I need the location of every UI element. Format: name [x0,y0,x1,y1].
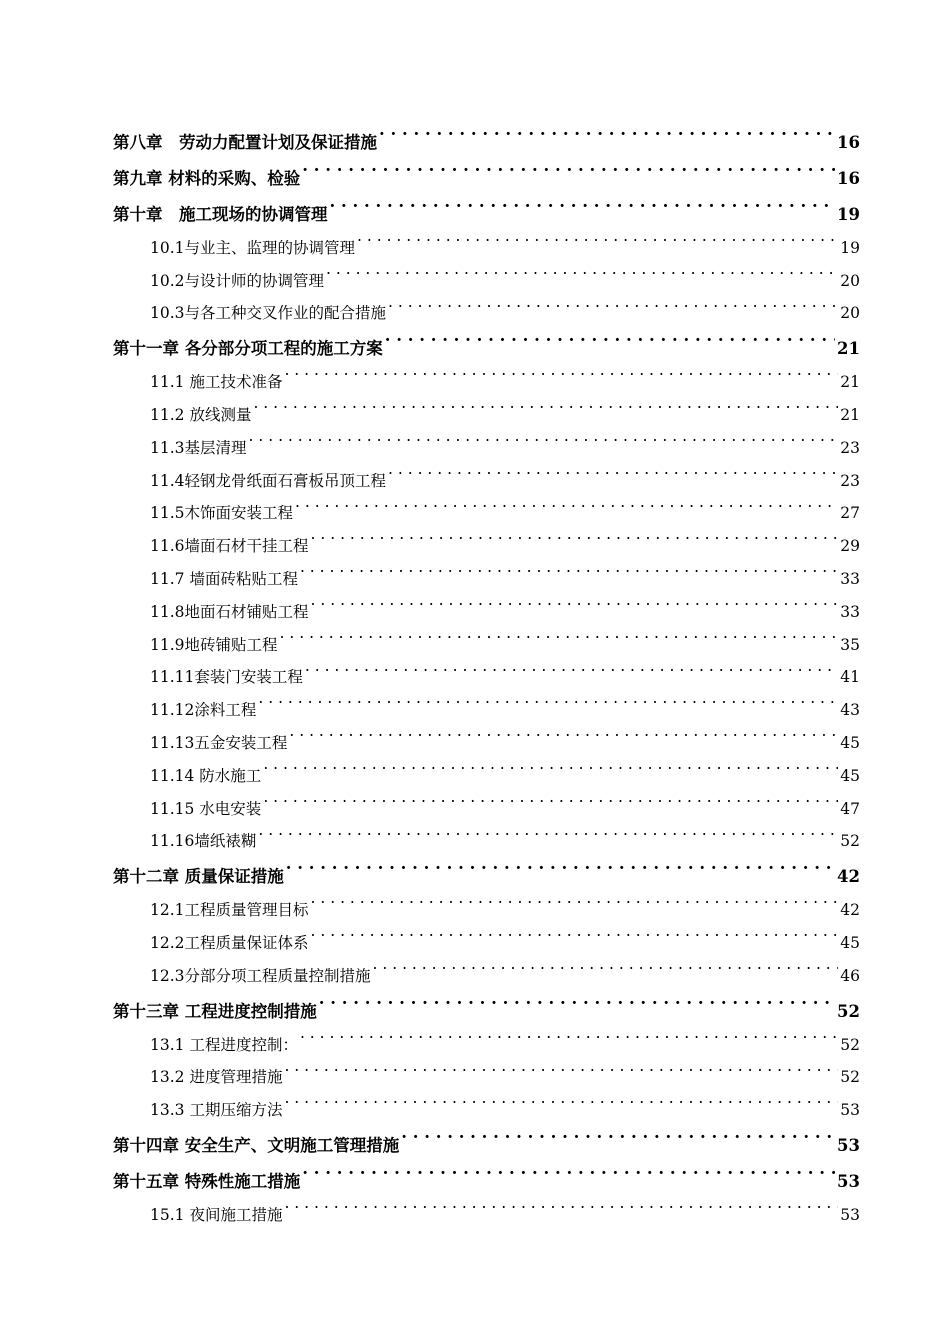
toc-entry-title: 第九章 材料的采购、检验 [113,169,301,188]
toc-dot-leader [302,1151,835,1187]
toc-entry-page-number: 53 [840,1101,860,1120]
toc-entry-page-number: 52 [840,1035,860,1054]
toc-entry-page-number: 52 [840,1068,860,1087]
toc-entry-page-number: 23 [840,471,860,490]
toc-entry-page-number: 42 [840,901,860,920]
toc-entry-page-number: 42 [837,867,860,887]
toc-dot-leader [295,486,838,519]
toc-entry-title: 第十二章 质量保证措施 [113,867,284,887]
toc-entry-title: 11.3基层清理 [150,438,247,457]
toc-entry-title: 10.1与业主、监理的协调管理 [150,238,356,257]
toc-entry-page-number: 33 [840,569,860,588]
toc-entry-title: 11.4轻钢龙骨纸面石膏板吊顶工程 [150,471,387,490]
toc-entry-page-number: 33 [840,602,860,621]
toc-dot-leader [263,781,838,814]
toc-entry-title: 11.14 防水施工 [150,766,262,785]
toc-dot-leader [311,915,839,948]
toc-entry-page-number: 21 [840,405,860,424]
toc-dot-leader [253,387,838,420]
toc-entry-title: 10.2与设计师的协调管理 [150,271,325,290]
toc-entry-title: 12.2工程质量保证体系 [150,933,309,952]
toc-entry-title: 11.11套装门安装工程 [150,668,303,687]
toc-dot-leader [305,650,838,683]
toc-entry-title: 第十一章 各分部分项工程的施工方案 [113,339,383,359]
toc-entry-page-number: 19 [840,238,860,257]
toc-entry-page-number: 53 [840,1205,860,1224]
toc-dot-leader [357,220,838,253]
toc-entry-page-number: 19 [837,205,860,224]
toc-dot-leader [249,420,839,453]
toc-entry-page-number: 47 [840,799,860,818]
toc-chapter-entry[interactable] [113,112,860,152]
toc-dot-leader [388,453,838,486]
toc-entry-page-number: 45 [840,933,860,952]
toc-entry-page-number: 52 [840,832,860,851]
toc-dot-leader [284,354,838,387]
toc-entry-title: 11.6墙面石材干挂工程 [150,537,309,556]
toc-entry-page-number: 45 [840,766,860,785]
toc-dot-leader [300,551,838,584]
toc-dot-leader [302,148,835,184]
toc-entry-page-number: 21 [840,373,860,392]
toc-entry-title: 11.12涂料工程 [150,701,257,720]
toc-entry-title: 12.1工程质量管理目标 [150,901,309,920]
toc-entry-title: 11.8地面石材铺贴工程 [150,602,309,621]
toc-entry-title: 13.2 进度管理措施 [150,1068,283,1087]
toc-dot-leader [319,981,835,1017]
toc-entry-page-number: 41 [840,668,860,687]
toc-dot-leader [286,846,835,882]
toc-entry-title: 13.3 工期压缩方法 [150,1101,283,1120]
toc-dot-leader [284,1187,838,1220]
toc-entry-title: 第十五章 特殊性施工措施 [113,1172,301,1192]
toc-entry-page-number: 53 [837,1136,860,1156]
toc-entry-page-number: 53 [837,1172,860,1192]
toc-dot-leader [289,715,838,748]
toc-dot-leader [326,253,838,286]
toc-dot-leader [284,1082,838,1115]
toc-entry-title: 第八章 劳动力配置计划及保证措施 [113,133,377,152]
toc-dot-leader [330,184,836,220]
toc-dot-leader [258,682,838,715]
toc-entry-title: 11.13五金安装工程 [150,733,288,752]
toc-entry-title: 11.7 墙面砖粘贴工程 [150,569,298,588]
toc-entry-page-number: 16 [837,133,860,152]
toc-dot-leader [311,882,839,915]
table-of-contents [113,112,860,1224]
toc-entry-page-number: 29 [840,537,860,556]
toc-dot-leader [311,518,839,551]
toc-entry-page-number: 21 [837,339,860,359]
toc-entry-title: 15.1 夜间施工措施 [150,1205,283,1224]
toc-dot-leader [385,318,835,354]
toc-entry-page-number: 46 [840,966,860,985]
toc-entry-title: 13.1 工程进度控制： [150,1035,298,1054]
toc-entry-title: 11.2 放线测量 [150,405,252,424]
toc-dot-leader [401,1115,835,1151]
toc-entry-title: 第十三章 工程进度控制措施 [113,1001,317,1021]
toc-dot-leader [373,948,839,981]
toc-entry-page-number: 43 [840,701,860,720]
toc-dot-leader [300,1017,838,1050]
toc-entry-title: 12.3分部分项工程质量控制措施 [150,966,371,985]
toc-entry-title: 第十章 施工现场的协调管理 [113,205,328,224]
toc-entry-page-number: 27 [840,504,860,523]
toc-entry-page-number: 16 [837,169,860,188]
toc-entry-title: 11.5木饰面安装工程 [150,504,294,523]
toc-dot-leader [263,748,838,781]
toc-dot-leader [379,112,835,148]
toc-entry-page-number: 52 [837,1001,860,1021]
toc-entry-page-number: 23 [840,438,860,457]
toc-entry-title: 11.9地砖铺贴工程 [150,635,278,654]
toc-entry-title: 11.15 水电安装 [150,799,262,818]
toc-entry-title: 11.16墙纸裱糊 [150,832,257,851]
toc-entry-title: 11.1 施工技术准备 [150,373,283,392]
toc-dot-leader [258,814,838,847]
toc-entry-page-number: 45 [840,733,860,752]
toc-entry-page-number: 20 [840,271,860,290]
toc-entry-title: 第十四章 安全生产、文明施工管理措施 [113,1136,400,1156]
toc-dot-leader [388,286,838,319]
toc-dot-leader [284,1050,838,1083]
toc-entry-title: 10.3与各工种交叉作业的配合措施 [150,304,387,323]
toc-entry-page-number: 20 [840,304,860,323]
toc-dot-leader [280,617,839,650]
toc-dot-leader [311,584,839,617]
toc-entry-page-number: 35 [840,635,860,654]
